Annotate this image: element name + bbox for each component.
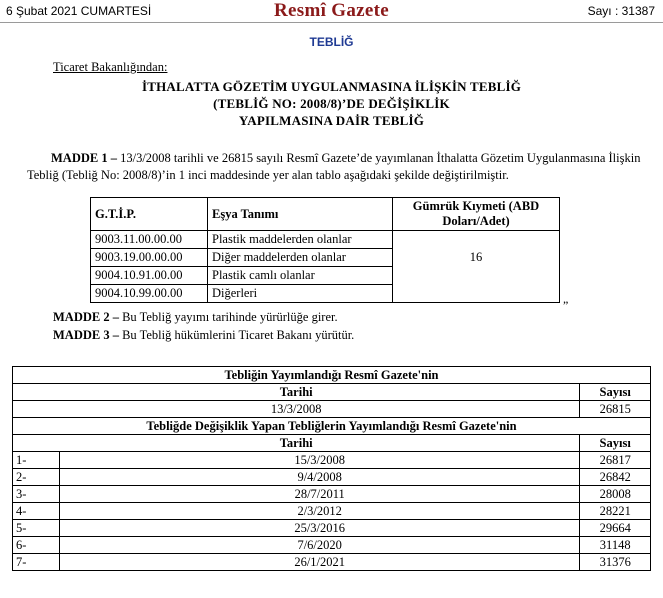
table-row (13, 537, 651, 554)
amendment-heading-row (13, 418, 651, 435)
article-3 (53, 328, 354, 343)
number-cell: 31148 (580, 537, 651, 554)
document-title (0, 78, 663, 129)
date-cell: 25/3/2016 (60, 520, 580, 537)
tariff-table (90, 197, 560, 303)
tariff-header-row (91, 198, 560, 231)
row-index: 4- (13, 503, 60, 520)
section-heading: TEBLİĞ (309, 35, 354, 49)
amendment-col-row (13, 435, 651, 452)
article-2-text: Bu Tebliğ yayımı tarihinde yürürlüğe girer. (118, 310, 338, 324)
desc-cell: Diğer maddelerden olanlar (208, 249, 393, 267)
date-cell: 7/6/2020 (60, 537, 580, 554)
article-1 (27, 150, 657, 184)
row-index: 5- (13, 520, 60, 537)
gazette-header (0, 0, 663, 23)
number-cell: 29664 (580, 520, 651, 537)
col-header-code: G.T.İ.P. (91, 198, 208, 231)
article-1-label: MADDE 1 – (51, 151, 117, 165)
date-cell: 15/3/2008 (60, 452, 580, 469)
history-heading: Tebliğin Yayımlandığı Resmî Gazete'nin (13, 367, 651, 384)
date-cell: 2/3/2012 (60, 503, 580, 520)
article-1-text: 13/3/2008 tarihli ve 26815 sayılı Resmî Gazete’de yayımlanan İthalatta Gözetim Uygulanmasına İlişkin Tebliğ (Tebliğ No: 2008/8)’in 1 inci maddesinde yer alan tablo aşağıdaki şekilde değiştirilmiştir. (27, 151, 641, 182)
row-index: 1- (13, 452, 60, 469)
table-row (91, 231, 560, 249)
table-row (13, 469, 651, 486)
history-heading-row (13, 367, 651, 384)
number-cell: 26817 (580, 452, 651, 469)
desc-cell: Diğerleri (208, 285, 393, 303)
col-header-number: Sayısı (580, 435, 651, 452)
title-line-2: (TEBLİĞ NO: 2008/8)’DE DEĞİŞİKLİK (213, 96, 450, 111)
col-header-desc: Eşya Tanımı (208, 198, 393, 231)
history-col-row (13, 384, 651, 401)
date-cell: 9/4/2008 (60, 469, 580, 486)
desc-cell: Plastik camlı olanlar (208, 267, 393, 285)
col-header-date: Tarihi (13, 384, 580, 401)
article-3-text: Bu Tebliğ hükümlerini Ticaret Bakanı yürütür. (118, 328, 355, 342)
closing-quote: ” (563, 298, 569, 312)
col-header-date: Tarihi (13, 435, 580, 452)
number-cell: 31376 (580, 554, 651, 571)
number-cell: 26842 (580, 469, 651, 486)
publication-history-table (12, 366, 651, 571)
value-cell: 16 (393, 231, 560, 303)
gazette-title: Resmî Gazete (274, 0, 389, 21)
article-3-label: MADDE 3 – (53, 328, 119, 342)
original-number: 26815 (580, 401, 651, 418)
table-row (13, 401, 651, 418)
issue-number: Sayı : 31387 (587, 4, 655, 18)
desc-cell: Plastik maddelerden olanlar (208, 231, 393, 249)
code-cell: 9004.10.91.00.00 (91, 267, 208, 285)
issue-date: 6 Şubat 2021 CUMARTESİ (6, 4, 152, 18)
table-row (13, 452, 651, 469)
amendment-heading: Tebliğde Değişiklik Yapan Tebliğlerin Yayımlandığı Resmî Gazete'nin (13, 418, 651, 435)
row-index: 2- (13, 469, 60, 486)
row-index: 6- (13, 537, 60, 554)
ministry-name: Ticaret Bakanlığından: (53, 60, 168, 74)
row-index: 7- (13, 554, 60, 571)
table-row (13, 554, 651, 571)
table-row (13, 503, 651, 520)
code-cell: 9003.11.00.00.00 (91, 231, 208, 249)
article-2-label: MADDE 2 – (53, 310, 119, 324)
row-index: 3- (13, 486, 60, 503)
col-header-value: Gümrük Kıymeti (ABD Doları/Adet) (393, 198, 560, 231)
number-cell: 28008 (580, 486, 651, 503)
article-2 (53, 310, 338, 325)
date-cell: 28/7/2011 (60, 486, 580, 503)
title-line-1: İTHALATTA GÖZETİM UYGULANMASINA İLİŞKİN TEBLİĞ (141, 79, 522, 94)
number-cell: 28221 (580, 503, 651, 520)
table-row (13, 520, 651, 537)
col-header-number: Sayısı (580, 384, 651, 401)
title-line-3: YAPILMASINA DAİR TEBLİĞ (238, 113, 425, 128)
date-cell: 26/1/2021 (60, 554, 580, 571)
original-date: 13/3/2008 (13, 401, 580, 418)
code-cell: 9004.10.99.00.00 (91, 285, 208, 303)
table-row (13, 486, 651, 503)
code-cell: 9003.19.00.00.00 (91, 249, 208, 267)
